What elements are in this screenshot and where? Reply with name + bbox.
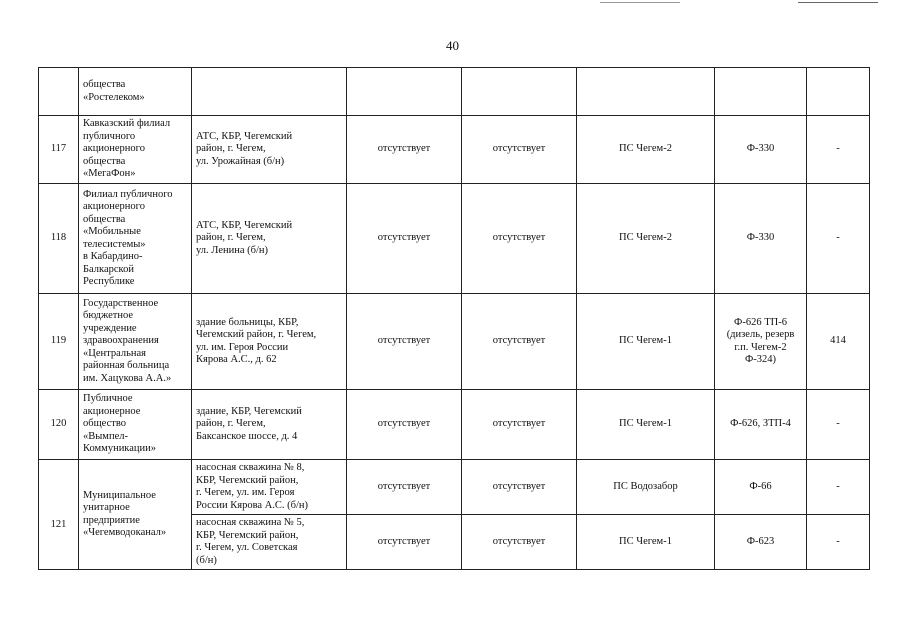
object-address-line: насосная скважина № 5, [196,517,305,528]
column-5-value: отсутствует [462,460,577,515]
column-8-value: - [807,515,870,570]
feeder-name [715,515,807,570]
feeder-name-line: (дизель, резерв [726,329,795,340]
organization-name-line: Кавказский филиал [83,118,171,130]
column-5-value [462,68,577,116]
object-address-line: г. Чегем, ул. им. Героя [196,487,295,498]
row-number: 118 [39,184,79,294]
substation-name: ПС Водозабор [577,460,715,515]
object-address-line: ул. Ленина (б/н) [196,244,269,256]
organization-name [79,294,192,390]
object-address-line: насосная скважина № 8, [196,462,305,473]
object-address-line: АТС, КБР, Чегемский [196,219,293,231]
object-address [192,184,347,294]
substation-name: ПС Чегем-1 [577,294,715,390]
object-address-line: КБР, Чегемский район, [196,529,299,541]
organization-name-line: бюджетное [83,310,134,322]
column-4-value: отсутствует [347,460,462,515]
object-address [192,294,347,390]
object-address-line: здание, КБР, Чегемский [196,405,302,417]
feeder-name [715,294,807,390]
table-row [39,294,870,390]
column-4-value: отсутствует [347,390,462,460]
organization-name-line: «Чегемводоканал» [83,527,167,538]
feeder-name-line: г.п. Чегем-2 [734,341,787,353]
substation-name [577,68,715,116]
object-address [192,390,347,460]
column-8-value: - [807,390,870,460]
object-address-line: Баксанское шоссе, д. 4 [196,430,298,442]
column-5-value: отсутствует [462,515,577,570]
feeder-name-line: Ф-66 [749,480,772,492]
substation-name: ПС Чегем-1 [577,515,715,570]
column-5-value: отсутствует [462,294,577,390]
row-number: 120 [39,390,79,460]
organization-name-line: районная больница [83,360,170,372]
objects-table [38,67,870,570]
organization-name-line: предприятие [83,514,140,526]
row-number [39,68,79,116]
feeder-name-line: Ф-330 [746,143,775,155]
organization-name-line: Коммуникации» [83,443,157,455]
feeder-name [715,116,807,184]
object-address-line: здание больницы, КБР, [196,316,299,328]
organization-name [79,184,192,294]
page-number: 40 [446,38,459,53]
organization-name-line: Республике [83,276,135,287]
object-address-line: АТС, КБР, Чегемский [196,130,293,142]
object-address-line: ул. им. Героя России [196,341,289,353]
organization-name-line: в Кабардино- [83,251,143,262]
object-address-line: России Кярова А.С. (б/н) [196,499,309,511]
object-address [192,515,347,570]
object-address-line: район, г. Чегем, [196,232,266,244]
column-5-value: отсутствует [462,116,577,184]
object-address [192,68,347,116]
table-row [39,116,870,184]
organization-name-line: здравоохранения [83,335,159,347]
organization-name-line: «Вымпел- [83,430,128,442]
organization-name-line: Государственное [83,297,159,309]
feeder-name [715,184,807,294]
organization-name-line: общества [83,79,126,90]
table-body [39,68,870,570]
column-8-value [807,68,870,116]
column-8-value: 414 [807,294,870,390]
column-5-value: отсутствует [462,184,577,294]
column-4-value: отсутствует [347,515,462,570]
feeder-name-line: Ф-626 ТП-6 [734,316,787,328]
organization-name-line: Муниципальное [83,489,156,501]
column-4-value: отсутствует [347,184,462,294]
scan-artifact-line [600,2,680,3]
organization-name-line: Публичное [83,393,133,405]
organization-name-line: акционерное [83,405,141,417]
column-8-value: - [807,116,870,184]
feeder-name-line: Ф-623 [746,535,775,547]
organization-name-line: им. Хацукова А.А.» [83,372,172,384]
object-address-line: Чегемский район, г. Чегем, [196,329,317,340]
organization-name-line: унитарное [83,502,130,513]
substation-name: ПС Чегем-2 [577,184,715,294]
feeder-name [715,460,807,515]
organization-name-line: «Центральная [83,347,146,359]
object-address [192,116,347,184]
organization-name [79,68,192,116]
organization-name [79,460,192,570]
substation-name: ПС Чегем-1 [577,390,715,460]
object-address [192,460,347,515]
column-4-value [347,68,462,116]
organization-name [79,116,192,184]
organization-name-line: общества [83,155,126,167]
organization-name-line: акционерного [83,143,145,155]
object-address-line: район, г. Чегем, [196,418,266,430]
column-4-value: отсутствует [347,116,462,184]
object-address-line: КБР, Чегемский район, [196,474,299,486]
organization-name-line: Балкарской [83,263,134,275]
organization-name-line: общество [83,418,126,430]
organization-name-line: акционерного [83,201,145,212]
substation-name: ПС Чегем-2 [577,116,715,184]
organization-name-line: «Мобильные [83,226,141,237]
row-number: 121 [39,460,79,570]
feeder-name-line: Ф-330 [746,232,775,244]
table-row [39,68,870,116]
object-address-line: г. Чегем, ул. Советская [196,542,298,553]
column-5-value: отсутствует [462,390,577,460]
organization-name-line: «МегаФон» [83,168,136,180]
table-row [39,184,870,294]
row-number: 117 [39,116,79,184]
organization-name-line: общества [83,213,126,225]
organization-name [79,390,192,460]
column-8-value: - [807,460,870,515]
organization-name-line: публичного [83,130,136,142]
feeder-name [715,68,807,116]
feeder-name [715,390,807,460]
organization-name-line: «Ростелеком» [83,91,145,103]
object-address-line: (б/н) [196,554,217,566]
table-row [39,390,870,460]
feeder-name-line: Ф-626, ЗТП-4 [730,418,791,430]
organization-name-line: Филиал публичного [83,188,173,200]
column-8-value: - [807,184,870,294]
organization-name-line: телесистемы» [83,238,146,250]
object-address-line: район, г. Чегем, [196,143,266,155]
table-row [39,460,870,515]
row-number: 119 [39,294,79,390]
organization-name-line: учреждение [83,322,137,334]
feeder-name-line: Ф-324) [744,354,777,365]
scan-artifact-line [798,2,878,3]
column-4-value: отсутствует [347,294,462,390]
object-address-line: ул. Урожайная (б/н) [196,155,285,167]
object-address-line: Кярова А.С., д. 62 [196,354,277,365]
